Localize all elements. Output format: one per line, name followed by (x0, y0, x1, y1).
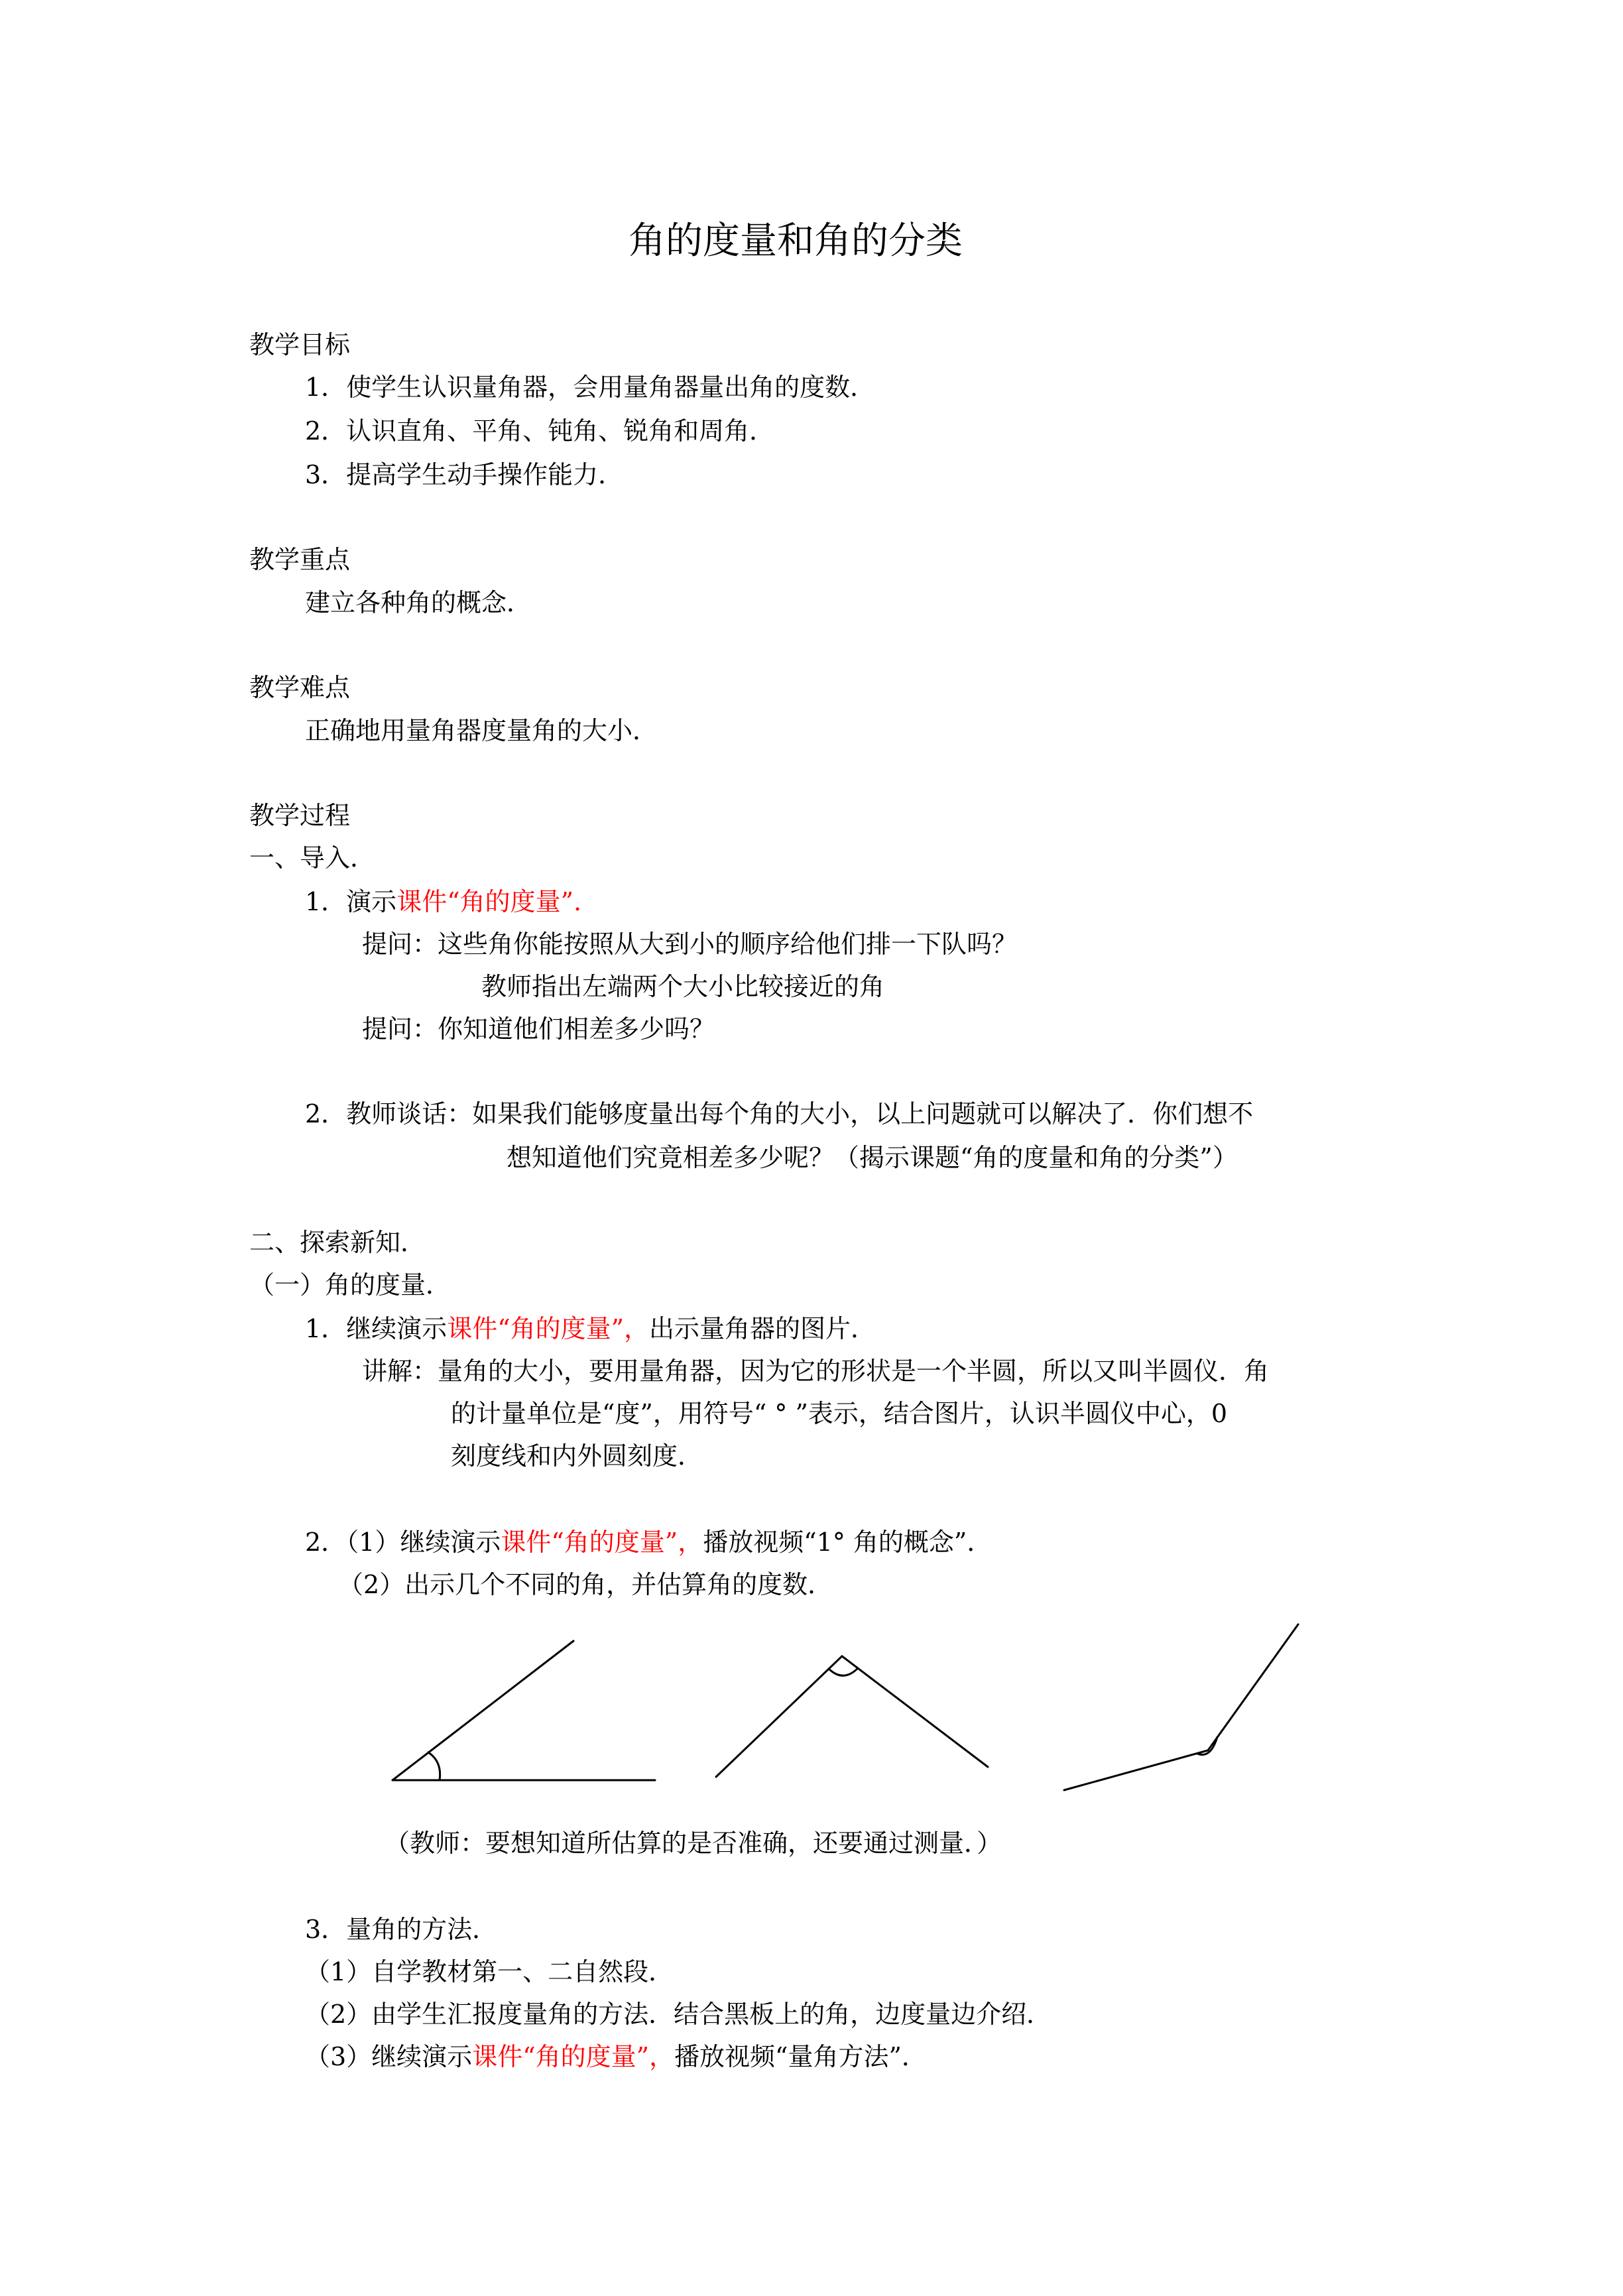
question-1: 提问：这些角你能按照从大到小的顺序给他们排一下队吗？ (362, 930, 1018, 959)
part1-heading: 一、导入． (249, 843, 376, 873)
part2-item3-1: （1）自学教材第一、二自然段． (305, 1957, 674, 1986)
part2-item3-3-suffix: 播放视频“量角方法”． (674, 2042, 927, 2071)
part1-item1 (305, 886, 581, 918)
key-point-text: 建立各种角的概念． (305, 588, 532, 617)
part1-item2-line1: 2．教师谈话：如果我们能够度量出每个角的大小，以上问题就可以解决了．你们想不 (305, 1099, 1254, 1128)
angle-figure-obtuse (716, 1656, 988, 1777)
explain-line-2: 的计量单位是“度”，用符号“ ° ”表示，结合图片，认识半圆仪中心，0 (451, 1399, 1228, 1428)
angle-figure-reflex (1064, 1624, 1298, 1790)
part1-item1-prefix: 1．演示 (305, 887, 397, 916)
part1-item2-line2: 想知道他们究竟相差多少呢？（揭示课题“角的度量和角的分类”） (507, 1143, 1238, 1172)
courseware-link: 课件“角的度量”， (501, 1528, 703, 1557)
difficulty-text: 正确地用量角器度量角的大小． (305, 716, 658, 745)
teacher-note: （教师：要想知道所估算的是否准确，还要通过测量．） (385, 1829, 1002, 1858)
difficulty-heading: 教学难点 (249, 673, 351, 702)
courseware-link: 课件“角的度量”. (396, 887, 582, 916)
question-1-note: 教师指出左端两个大小比较接近的角 (481, 972, 885, 1001)
explain-line-1: 讲解：量角的大小，要用量角器，因为它的形状是一个半圆，所以又叫半圆仪．角 (362, 1357, 1270, 1386)
process-heading: 教学过程 (249, 801, 351, 830)
objectives-heading: 教学目标 (249, 330, 351, 359)
objective-item-2: 2．认识直角、平角、钝角、锐角和周角． (305, 416, 775, 446)
explain-line-3: 刻度线和内外圆刻度． (451, 1441, 703, 1471)
part2-item3-3 (305, 2041, 927, 2073)
part2-item2a (305, 1526, 992, 1558)
courseware-link: 课件“角的度量”， (447, 1314, 650, 1343)
page-title: 角的度量和角的分类 (629, 219, 963, 263)
objective-item-1: 1．使学生认识量角器，会用量角器量出角的度数． (305, 373, 876, 402)
question-2: 提问：你知道他们相差多少吗？ (362, 1014, 715, 1044)
objective-item-3: 3．提高学生动手操作能力． (305, 460, 624, 489)
part2-item3-3-prefix: （3）继续演示 (305, 2042, 473, 2071)
key-point-heading: 教学重点 (249, 545, 351, 574)
part2-item2b: （2）出示几个不同的角，并估算角的度数． (338, 1570, 833, 1599)
courseware-link: 课件“角的度量”， (472, 2042, 675, 2071)
part2-item3-2: （2）由学生汇报度量角的方法．结合黑板上的角，边度量边介绍． (305, 2000, 1052, 2029)
angle-figures (371, 1604, 1326, 1803)
part2-sub1: （一）角的度量． (249, 1270, 451, 1299)
part2-item1-suffix: 出示量角器的图片． (649, 1314, 876, 1343)
part2-item2a-prefix: 2．（1）继续演示 (305, 1528, 501, 1557)
part2-item2a-suffix: 播放视频“1° 角的概念”． (703, 1528, 992, 1557)
angle-figure-acute (392, 1641, 655, 1780)
part2-item1 (305, 1313, 876, 1345)
part2-item1-prefix: 1．继续演示 (305, 1314, 448, 1343)
part2-heading: 二、探索新知． (249, 1228, 426, 1257)
part2-item3: 3．量角的方法． (305, 1915, 498, 1944)
